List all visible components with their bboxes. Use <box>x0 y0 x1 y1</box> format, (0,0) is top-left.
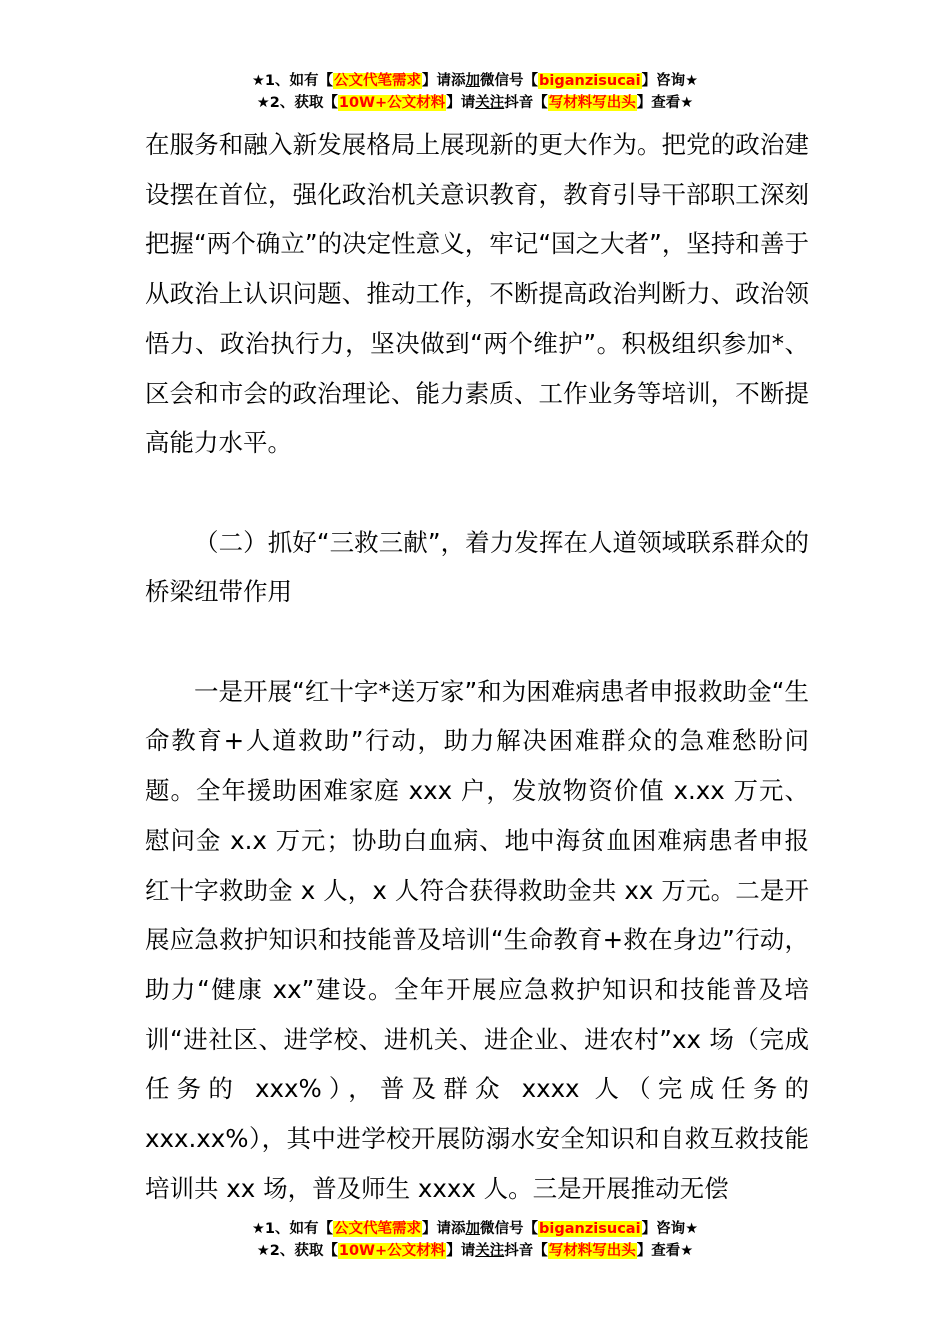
banner-text: 】请添 <box>422 73 466 89</box>
banner-text: 】咨询★ <box>641 73 699 89</box>
highlight-douyin-account: 写材料写出头 <box>548 95 636 111</box>
highlight-wechat-id: biganzisucai <box>539 1221 641 1237</box>
document-body <box>145 120 809 1213</box>
footer-banner <box>0 1218 950 1262</box>
banner-text: 微信号【 <box>480 1221 539 1237</box>
banner-underlined-text: 关注 <box>475 95 505 111</box>
header-banner-line-1 <box>0 70 950 92</box>
paragraph-spacer <box>145 617 809 667</box>
banner-text: 】查看★ <box>636 1243 694 1259</box>
banner-text: 】请添 <box>422 1221 466 1237</box>
highlight-service: 公文代笔需求 <box>334 1221 422 1237</box>
banner-text: 】请 <box>446 95 476 111</box>
highlight-wechat-id: biganzisucai <box>539 73 641 89</box>
footer-banner-line-1 <box>0 1218 950 1240</box>
highlight-materials: 10W+公文材料 <box>338 1243 446 1259</box>
banner-text: 】请 <box>446 1243 476 1259</box>
banner-text: 抖音【 <box>504 95 548 111</box>
highlight-douyin-account: 写材料写出头 <box>548 1243 636 1259</box>
banner-underlined-text: 关注 <box>475 1243 505 1259</box>
banner-text: 微信号【 <box>480 73 539 89</box>
highlight-materials: 10W+公文材料 <box>338 95 446 111</box>
footer-banner-line-2 <box>0 1240 950 1262</box>
banner-underlined-text: 加 <box>465 73 481 89</box>
paragraph-spacer <box>145 468 809 518</box>
banner-text: ★2、获取【 <box>256 1243 338 1259</box>
banner-text: ★1、如有【 <box>251 73 334 89</box>
banner-text: 】咨询★ <box>641 1221 699 1237</box>
banner-text: 】查看★ <box>636 95 694 111</box>
header-banner <box>0 70 950 114</box>
banner-text: ★2、获取【 <box>256 95 338 111</box>
body-paragraph-1: 在服务和融入新发展格局上展现新的更大作为。把党的政治建设摆在首位，强化政治机关意识教育，教育引导干部职工深刻把握“两个确立”的决定性意义，牢记“国之大者”，坚持和善于从政治上认识问题、推动工作，不断提高政治判断力、政治领悟力、政治执行力，坚决做到“两个维护”。积极组织参加*、区会和市会的政治理论、能力素质、工作业务等培训，不断提高能力水平。 <box>145 130 809 458</box>
banner-underlined-text: 加 <box>465 1221 481 1237</box>
body-paragraph-2: 一是开展“红十字*送万家”和为困难病患者申报救助金“生命教育+人道救助”行动，助力解决困难群众的急难愁盼问题。全年援助困难家庭 xxx 户，发放物资价值 x.xx 万元、慰问金 x.x 万元；协助白血病、地中海贫血困难病患者申报红十字救助金 x 人，x 人符合获得救助金共 xx 万元。二是开展应急救护知识和技能普及培训“生命教育+救在身边”行动，助力“健康 xx”建设。全年开展应急救护知识和技能普及培训“进社区、进学校、进机关、进企业、进农村”xx 场（完成任务的 xxx%），普及群众 xxxx 人（完成任务的 xxx.xx%），其中进学校开展防溺水安全知识和自救互救技能培训共 xx 场，普及师生 xxxx 人。三是开展推动无偿 <box>145 676 809 1203</box>
banner-text: 抖音【 <box>504 1243 548 1259</box>
banner-text: ★1、如有【 <box>251 1221 334 1237</box>
highlight-service: 公文代笔需求 <box>334 73 422 89</box>
header-banner-line-2 <box>0 92 950 114</box>
section-heading-2: （二）抓好“三救三献”，着力发挥在人道领域联系群众的桥梁纽带作用 <box>145 527 809 607</box>
